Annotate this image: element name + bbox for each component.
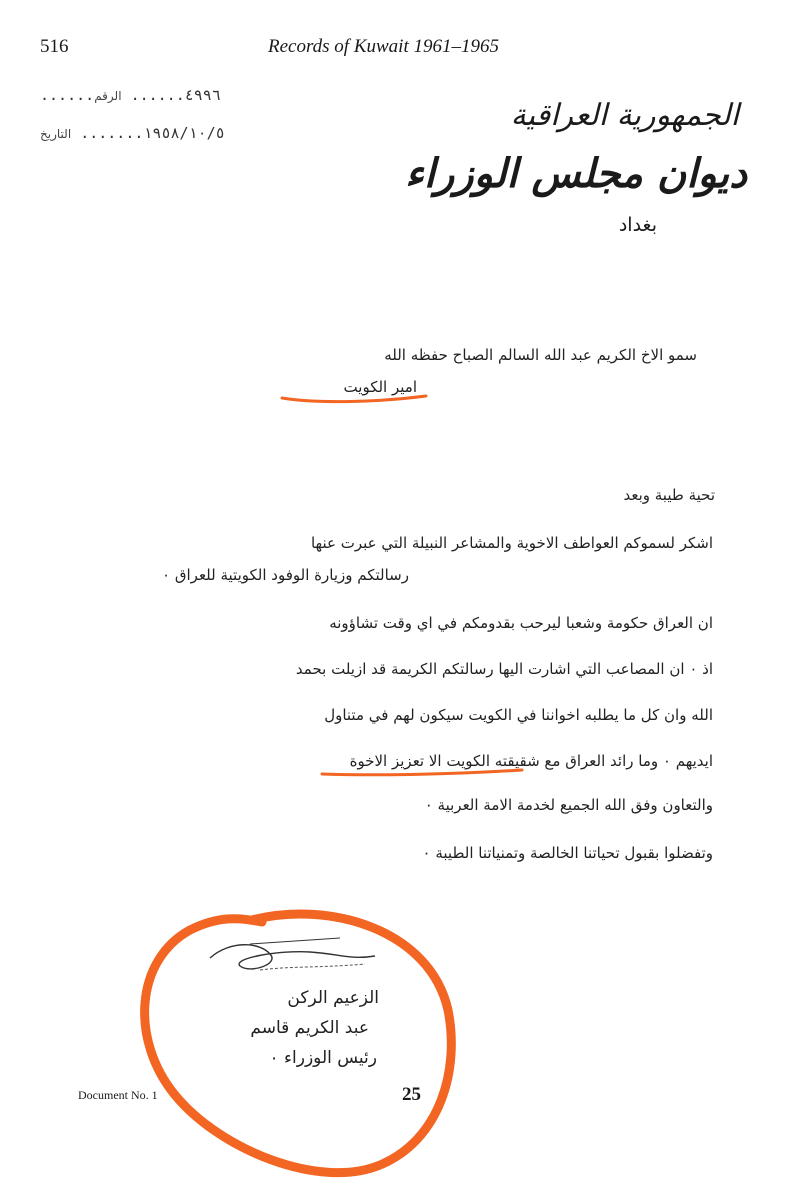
letterhead-city: بغداد <box>618 214 657 236</box>
book-page-number: 516 <box>40 36 69 57</box>
letterhead-republic: الجمهورية العراقية <box>510 98 739 133</box>
signature-position: رئيس الوزراء ٠ <box>269 1048 377 1068</box>
reference-number-label: الرقم <box>94 89 122 103</box>
addressee-line1: سمو الاخ الكريم عبد الله السالم الصباح حفظه الله <box>384 346 697 364</box>
letter-greeting: تحية طيبة وبعد <box>623 486 715 504</box>
reference-date: ١٩٥٨/١٠/٥ <box>143 124 225 142</box>
signature-title: الزعيم الركن <box>287 988 379 1008</box>
document-page-number: 25 <box>402 1084 421 1105</box>
reference-number-row: ...... ٤٩٩٦...... الرقم <box>40 86 221 104</box>
underline-sister-kuwait <box>322 770 522 775</box>
signature-scribble <box>190 930 390 990</box>
addressee-line2: امير الكويت <box>343 378 417 396</box>
letter-line: رسالتكم وزيارة الوفود الكويتية للعراق ٠ <box>162 566 409 584</box>
signature-name: عبد الكريم قاسم <box>250 1018 369 1038</box>
reference-date-row: ١٩٥٨/١٠/٥....... التاريخ <box>40 124 225 142</box>
letter-line: الله وان كل ما يطلبه اخواننا في الكويت سيكون لهم في متناول <box>324 706 713 724</box>
book-title: Records of Kuwait 1961–1965 <box>268 36 499 57</box>
document-number: Document No. 1 <box>78 1088 158 1102</box>
letterhead-council: ديوان مجلس الوزراء <box>405 150 747 197</box>
letter-line: ان العراق حكومة وشعبا ليرحب بقدومكم في اي وقت تشاؤونه <box>329 614 713 632</box>
letter-line: وتفضلوا بقبول تحياتنا الخالصة وتمنياتنا الطيبة ٠ <box>422 844 713 862</box>
letter-line: اذ ٠ ان المصاعب التي اشارت اليها رسالتكم الكريمة قد ازيلت بحمد <box>295 660 713 678</box>
letter-line: والتعاون وفق الله الجميع لخدمة الامة العربية ٠ <box>424 796 713 814</box>
reference-number: ٤٩٩٦ <box>184 86 221 104</box>
underline-emir-of-kuwait <box>282 396 426 402</box>
letter-line: اشكر لسموكم العواطف الاخوية والمشاعر النبيلة التي عبرت عنها <box>310 534 713 552</box>
letter-line: ايديهم ٠ وما رائد العراق مع شقيقته الكويت الا تعزيز الاخوة <box>349 752 713 770</box>
reference-date-label: التاريخ <box>40 127 72 141</box>
